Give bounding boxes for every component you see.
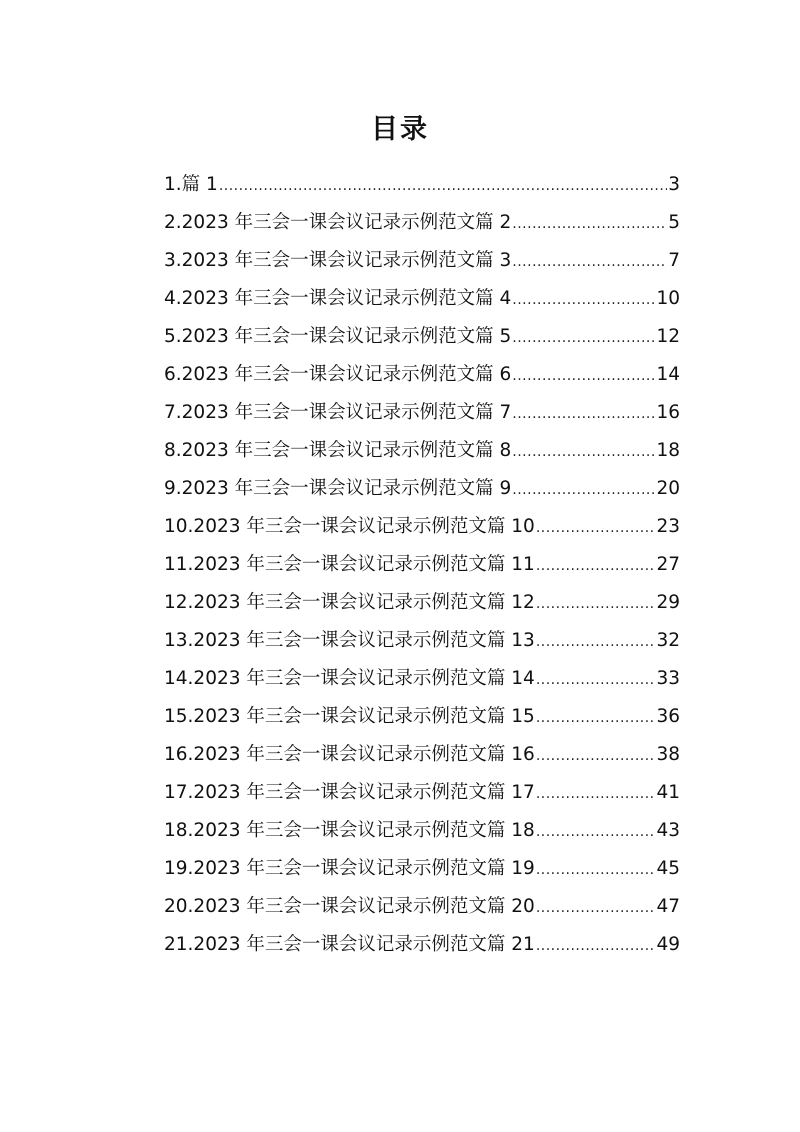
toc-entry-label: 14.2023 年三会一课会议记录示例范文篇 14: [164, 668, 535, 689]
toc-entry-label: 6.2023 年三会一课会议记录示例范文篇 6: [164, 364, 512, 385]
toc-dot-leader: [512, 205, 667, 243]
toc-dot-leader: [536, 889, 656, 927]
toc-entry-page: 49: [656, 934, 680, 955]
toc-entry-label: 8.2023 年三会一课会议记录示例范文篇 8: [164, 440, 512, 461]
toc-entry-label: 2.2023 年三会一课会议记录示例范文篇 2: [164, 212, 512, 233]
toc-dot-leader: [536, 737, 656, 775]
toc-dot-leader: [512, 281, 655, 319]
toc-dot-leader: [512, 319, 655, 357]
toc-dot-leader: [536, 851, 656, 889]
toc-entry-page: 32: [656, 630, 680, 651]
toc-dot-leader: [536, 623, 656, 661]
toc-entry-page: 45: [656, 858, 680, 879]
toc-entry[interactable]: [164, 850, 680, 888]
toc-entry-page: 41: [656, 782, 680, 803]
toc-list: [164, 166, 680, 964]
toc-entry-label: 9.2023 年三会一课会议记录示例范文篇 9: [164, 478, 512, 499]
toc-dot-leader: [219, 167, 667, 205]
toc-entry-label: 13.2023 年三会一课会议记录示例范文篇 13: [164, 630, 535, 651]
toc-entry-label: 7.2023 年三会一课会议记录示例范文篇 7: [164, 402, 512, 423]
toc-entry-page: 47: [656, 896, 680, 917]
toc-entry-label: 10.2023 年三会一课会议记录示例范文篇 10: [164, 516, 535, 537]
toc-entry-page: 27: [656, 554, 680, 575]
toc-entry-page: 36: [656, 706, 680, 727]
toc-dot-leader: [512, 243, 667, 281]
toc-entry[interactable]: [164, 356, 680, 394]
toc-entry[interactable]: [164, 470, 680, 508]
toc-entry-page: 38: [656, 744, 680, 765]
toc-entry[interactable]: [164, 622, 680, 660]
toc-entry-label: 11.2023 年三会一课会议记录示例范文篇 11: [164, 554, 535, 575]
toc-dot-leader: [536, 775, 656, 813]
toc-entry[interactable]: [164, 280, 680, 318]
toc-entry[interactable]: [164, 926, 680, 964]
toc-entry[interactable]: [164, 736, 680, 774]
toc-entry[interactable]: [164, 888, 680, 926]
toc-entry-label: 4.2023 年三会一课会议记录示例范文篇 4: [164, 288, 512, 309]
toc-entry-page: 12: [656, 326, 680, 347]
toc-dot-leader: [536, 585, 656, 623]
toc-entry-page: 43: [656, 820, 680, 841]
toc-entry-page: 18: [656, 440, 680, 461]
toc-dot-leader: [512, 433, 655, 471]
toc-entry-label: 3.2023 年三会一课会议记录示例范文篇 3: [164, 250, 512, 271]
toc-entry-page: 33: [656, 668, 680, 689]
toc-entry-page: 20: [656, 478, 680, 499]
toc-dot-leader: [512, 357, 655, 395]
toc-dot-leader: [536, 661, 656, 699]
toc-entry-page: 29: [656, 592, 680, 613]
toc-entry-page: 3: [668, 174, 680, 195]
toc-dot-leader: [512, 471, 655, 509]
toc-dot-leader: [536, 813, 656, 851]
toc-entry[interactable]: [164, 774, 680, 812]
toc-entry-label: 21.2023 年三会一课会议记录示例范文篇 21: [164, 934, 535, 955]
toc-entry-page: 5: [668, 212, 680, 233]
toc-entry-page: 23: [656, 516, 680, 537]
toc-entry-page: 7: [668, 250, 680, 271]
toc-entry-label: 20.2023 年三会一课会议记录示例范文篇 20: [164, 896, 535, 917]
toc-entry[interactable]: [164, 812, 680, 850]
toc-entry[interactable]: [164, 204, 680, 242]
toc-entry[interactable]: [164, 698, 680, 736]
toc-dot-leader: [536, 509, 656, 547]
toc-entry-label: 16.2023 年三会一课会议记录示例范文篇 16: [164, 744, 535, 765]
toc-entry[interactable]: [164, 394, 680, 432]
toc-entry[interactable]: [164, 660, 680, 698]
toc-entry-label: 19.2023 年三会一课会议记录示例范文篇 19: [164, 858, 535, 879]
toc-entry[interactable]: [164, 584, 680, 622]
toc-dot-leader: [536, 927, 656, 965]
toc-entry-page: 14: [656, 364, 680, 385]
toc-entry-label: 1.篇 1: [164, 174, 218, 195]
toc-dot-leader: [536, 547, 656, 585]
toc-entry[interactable]: [164, 508, 680, 546]
toc-entry-label: 5.2023 年三会一课会议记录示例范文篇 5: [164, 326, 512, 347]
toc-dot-leader: [512, 395, 655, 433]
toc-dot-leader: [536, 699, 656, 737]
toc-entry-page: 10: [656, 288, 680, 309]
toc-title: 目录: [371, 114, 429, 145]
toc-entry-label: 15.2023 年三会一课会议记录示例范文篇 15: [164, 706, 535, 727]
toc-entry[interactable]: [164, 546, 680, 584]
toc-entry-page: 16: [656, 402, 680, 423]
toc-entry-label: 12.2023 年三会一课会议记录示例范文篇 12: [164, 592, 535, 613]
toc-entry-label: 17.2023 年三会一课会议记录示例范文篇 17: [164, 782, 535, 803]
toc-entry-label: 18.2023 年三会一课会议记录示例范文篇 18: [164, 820, 535, 841]
toc-entry[interactable]: [164, 166, 680, 204]
toc-entry[interactable]: [164, 432, 680, 470]
toc-entry[interactable]: [164, 318, 680, 356]
toc-entry[interactable]: [164, 242, 680, 280]
